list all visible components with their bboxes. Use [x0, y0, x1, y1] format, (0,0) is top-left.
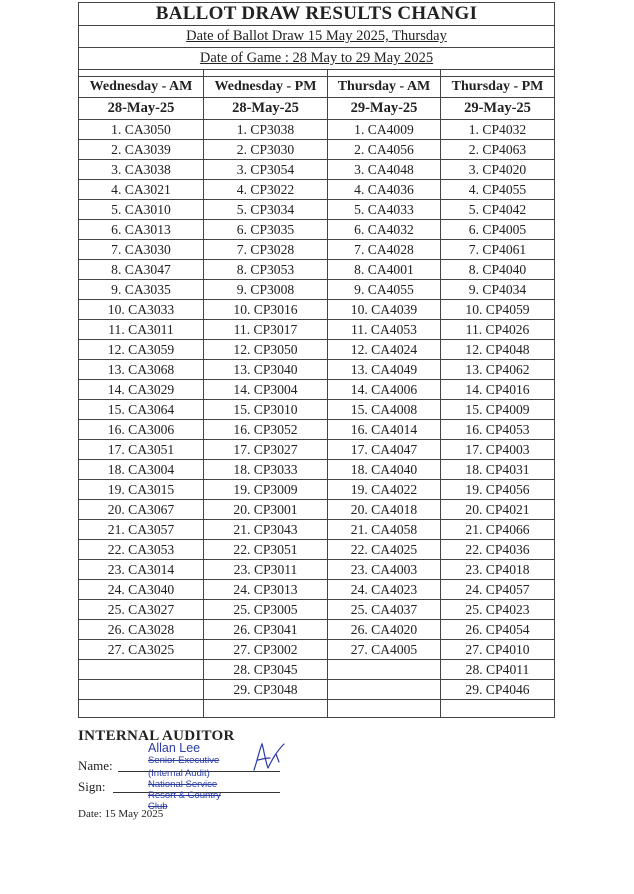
table-row	[79, 300, 555, 320]
ballot-entry: 21. CP3043	[204, 520, 328, 540]
ballot-entry: 19. CP3009	[204, 480, 328, 500]
table-row	[79, 200, 555, 220]
ballot-entry	[328, 680, 441, 700]
ballot-entry: 26. CA3028	[79, 620, 204, 640]
ballot-entry: 14. CP4016	[441, 380, 555, 400]
ballot-entry: 25. CP3005	[204, 600, 328, 620]
table-row	[79, 560, 555, 580]
ballot-entry: 14. CP3004	[204, 380, 328, 400]
ballot-entry: 18. CA3004	[79, 460, 204, 480]
ballot-entry: 14. CA4006	[328, 380, 441, 400]
ballot-entry: 26. CP3041	[204, 620, 328, 640]
ballot-entry: 20. CP4021	[441, 500, 555, 520]
ballot-entry: 7. CA3030	[79, 240, 204, 260]
ballot-entry: 26. CP4054	[441, 620, 555, 640]
table-row	[79, 600, 555, 620]
table-row	[79, 280, 555, 300]
ballot-entry: 13. CP4062	[441, 360, 555, 380]
ballot-entry: 11. CP3017	[204, 320, 328, 340]
table-row	[79, 460, 555, 480]
ballot-entry: 24. CP4057	[441, 580, 555, 600]
ballot-entry: 22. CA3053	[79, 540, 204, 560]
table-row	[79, 620, 555, 640]
ballot-entry: 9. CA3035	[79, 280, 204, 300]
ballot-entry: 8. CA4001	[328, 260, 441, 280]
stamp-dept: (Internal Audit)	[148, 768, 210, 779]
ballot-entry: 13. CP3040	[204, 360, 328, 380]
day-header-row	[79, 77, 555, 98]
ballot-entry: 11. CA3011	[79, 320, 204, 340]
table-row	[79, 360, 555, 380]
ballot-entry: 21. CA3057	[79, 520, 204, 540]
ballot-entry: 10. CP4059	[441, 300, 555, 320]
ballot-entry: 17. CA3051	[79, 440, 204, 460]
ballot-entry: 27. CP4010	[441, 640, 555, 660]
ballot-entry: 3. CP4020	[441, 160, 555, 180]
table-row	[79, 680, 555, 700]
ballot-entry: 5. CA3010	[79, 200, 204, 220]
ballot-entry: 18. CP4031	[441, 460, 555, 480]
ballot-entry: 3. CA3038	[79, 160, 204, 180]
ballot-entry: 24. CP3013	[204, 580, 328, 600]
ballot-entry: 17. CP3027	[204, 440, 328, 460]
ballot-entry: 18. CA4040	[328, 460, 441, 480]
ballot-entry: 19. CA3015	[79, 480, 204, 500]
ballot-entry: 29. CP3048	[204, 680, 328, 700]
table-row	[79, 320, 555, 340]
auditor-footer	[78, 728, 235, 820]
ballot-entry: 26. CA4020	[328, 620, 441, 640]
ballot-entry: 10. CA3033	[79, 300, 204, 320]
ballot-entry: 1. CA4009	[328, 120, 441, 140]
ballot-entry: 2. CA4056	[328, 140, 441, 160]
ballot-entry: 4. CA4036	[328, 180, 441, 200]
ballot-entry: 28. CP4011	[441, 660, 555, 680]
document-title: BALLOT DRAW RESULTS CHANGI	[79, 3, 555, 26]
day-header: Wednesday - AM	[79, 77, 204, 98]
ballot-entry	[79, 700, 204, 718]
ballot-entry: 21. CP4066	[441, 520, 555, 540]
ballot-entry: 20. CA3067	[79, 500, 204, 520]
ballot-entry: 1. CP3038	[204, 120, 328, 140]
ballot-entry: 2. CP4063	[441, 140, 555, 160]
table-row	[79, 480, 555, 500]
ballot-entry: 8. CP3053	[204, 260, 328, 280]
ballot-entry: 1. CA3050	[79, 120, 204, 140]
ballot-entry: 6. CP3035	[204, 220, 328, 240]
ballot-entry: 24. CA3040	[79, 580, 204, 600]
ballot-entry	[79, 660, 204, 680]
ballot-entry: 19. CP4056	[441, 480, 555, 500]
table-row	[79, 140, 555, 160]
table-row	[79, 520, 555, 540]
ballot-entry: 9. CP3008	[204, 280, 328, 300]
table-row	[79, 580, 555, 600]
table-row	[79, 240, 555, 260]
table-row	[79, 660, 555, 680]
table-row	[79, 540, 555, 560]
name-label: Name:	[78, 758, 113, 773]
ballot-entry: 24. CA4023	[328, 580, 441, 600]
ballot-entry: 25. CA4037	[328, 600, 441, 620]
ballot-entry: 4. CP4055	[441, 180, 555, 200]
ballot-entry: 2. CP3030	[204, 140, 328, 160]
date-header: 28-May-25	[79, 98, 204, 120]
ballot-entry: 6. CA3013	[79, 220, 204, 240]
ballot-entry: 25. CA3027	[79, 600, 204, 620]
stamp-title: Senior Executive	[148, 755, 220, 766]
auditor-heading: INTERNAL AUDITOR	[78, 728, 235, 744]
table-row	[79, 340, 555, 360]
date-header: 28-May-25	[204, 98, 328, 120]
sign-label: Sign:	[78, 779, 106, 794]
ballot-entry: 13. CA3068	[79, 360, 204, 380]
ballot-entry: 14. CA3029	[79, 380, 204, 400]
ballot-entry	[204, 700, 328, 718]
ballot-entry: 5. CP3034	[204, 200, 328, 220]
ballot-entry: 12. CA3059	[79, 340, 204, 360]
ballot-entry: 21. CA4058	[328, 520, 441, 540]
ballot-date-line: Date of Ballot Draw 15 May 2025, Thursday	[79, 26, 555, 48]
table-row	[79, 640, 555, 660]
ballot-entry: 15. CA3064	[79, 400, 204, 420]
date-header: 29-May-25	[328, 98, 441, 120]
ballot-entry: 20. CP3001	[204, 500, 328, 520]
table-row	[79, 380, 555, 400]
signature	[250, 740, 290, 774]
table-row	[79, 220, 555, 240]
ballot-entry	[328, 700, 441, 718]
ballot-entry: 16. CP4053	[441, 420, 555, 440]
ballot-entry: 11. CP4026	[441, 320, 555, 340]
ballot-entry: 12. CP3050	[204, 340, 328, 360]
ballot-entry: 23. CP4018	[441, 560, 555, 580]
day-header: Thursday - PM	[441, 77, 555, 98]
ballot-entry: 17. CA4047	[328, 440, 441, 460]
date-line: Date: 15 May 2025	[78, 808, 164, 820]
ballot-table	[78, 2, 555, 718]
table-row	[79, 400, 555, 420]
ballot-entry: 23. CP3011	[204, 560, 328, 580]
ballot-entry: 20. CA4018	[328, 500, 441, 520]
ballot-entry: 19. CA4022	[328, 480, 441, 500]
ballot-entry: 15. CP3010	[204, 400, 328, 420]
ballot-entry: 11. CA4053	[328, 320, 441, 340]
ballot-entry: 16. CA4014	[328, 420, 441, 440]
ballot-entry: 12. CA4024	[328, 340, 441, 360]
stamp-name: Allan Lee	[148, 741, 201, 755]
ballot-entry: 17. CP4003	[441, 440, 555, 460]
table-row	[79, 420, 555, 440]
ballot-results-sheet	[78, 2, 554, 718]
results-body	[79, 120, 555, 718]
ballot-entry: 13. CA4049	[328, 360, 441, 380]
ballot-entry: 8. CP4040	[441, 260, 555, 280]
ballot-entry: 23. CA3014	[79, 560, 204, 580]
ballot-entry: 4. CP3022	[204, 180, 328, 200]
ballot-entry: 25. CP4023	[441, 600, 555, 620]
ballot-entry: 7. CP3028	[204, 240, 328, 260]
ballot-entry: 16. CA3006	[79, 420, 204, 440]
ballot-entry: 28. CP3045	[204, 660, 328, 680]
ballot-entry: 22. CP4036	[441, 540, 555, 560]
ballot-entry: 27. CA3025	[79, 640, 204, 660]
table-row	[79, 700, 555, 718]
ballot-entry: 9. CP4034	[441, 280, 555, 300]
ballot-entry: 10. CP3016	[204, 300, 328, 320]
ballot-entry: 22. CA4025	[328, 540, 441, 560]
ballot-entry	[79, 680, 204, 700]
ballot-entry: 7. CP4061	[441, 240, 555, 260]
table-row	[79, 120, 555, 140]
table-row	[79, 440, 555, 460]
day-header: Thursday - AM	[328, 77, 441, 98]
ballot-entry: 29. CP4046	[441, 680, 555, 700]
ballot-entry: 5. CP4042	[441, 200, 555, 220]
game-date-line: Date of Game : 28 May to 29 May 2025	[79, 48, 555, 70]
ballot-entry: 2. CA3039	[79, 140, 204, 160]
stamp-org: National Service Resort & Country Club	[148, 779, 221, 812]
ballot-entry: 1. CP4032	[441, 120, 555, 140]
ballot-entry: 4. CA3021	[79, 180, 204, 200]
ballot-entry: 7. CA4028	[328, 240, 441, 260]
date-header-row	[79, 98, 555, 120]
ballot-entry: 12. CP4048	[441, 340, 555, 360]
ballot-entry	[441, 700, 555, 718]
auditor-stamp	[148, 742, 235, 812]
ballot-entry: 10. CA4039	[328, 300, 441, 320]
ballot-entry: 27. CP3002	[204, 640, 328, 660]
table-row	[79, 160, 555, 180]
ballot-entry: 6. CA4032	[328, 220, 441, 240]
ballot-entry: 23. CA4003	[328, 560, 441, 580]
table-row	[79, 180, 555, 200]
ballot-entry: 8. CA3047	[79, 260, 204, 280]
ballot-entry	[328, 660, 441, 680]
ballot-entry: 18. CP3033	[204, 460, 328, 480]
ballot-entry: 3. CA4048	[328, 160, 441, 180]
table-row	[79, 500, 555, 520]
ballot-entry: 5. CA4033	[328, 200, 441, 220]
ballot-entry: 15. CA4008	[328, 400, 441, 420]
ballot-entry: 16. CP3052	[204, 420, 328, 440]
ballot-entry: 6. CP4005	[441, 220, 555, 240]
ballot-entry: 15. CP4009	[441, 400, 555, 420]
day-header: Wednesday - PM	[204, 77, 328, 98]
ballot-entry: 27. CA4005	[328, 640, 441, 660]
ballot-entry: 3. CP3054	[204, 160, 328, 180]
table-row	[79, 260, 555, 280]
date-header: 29-May-25	[441, 98, 555, 120]
ballot-entry: 22. CP3051	[204, 540, 328, 560]
ballot-entry: 9. CA4055	[328, 280, 441, 300]
